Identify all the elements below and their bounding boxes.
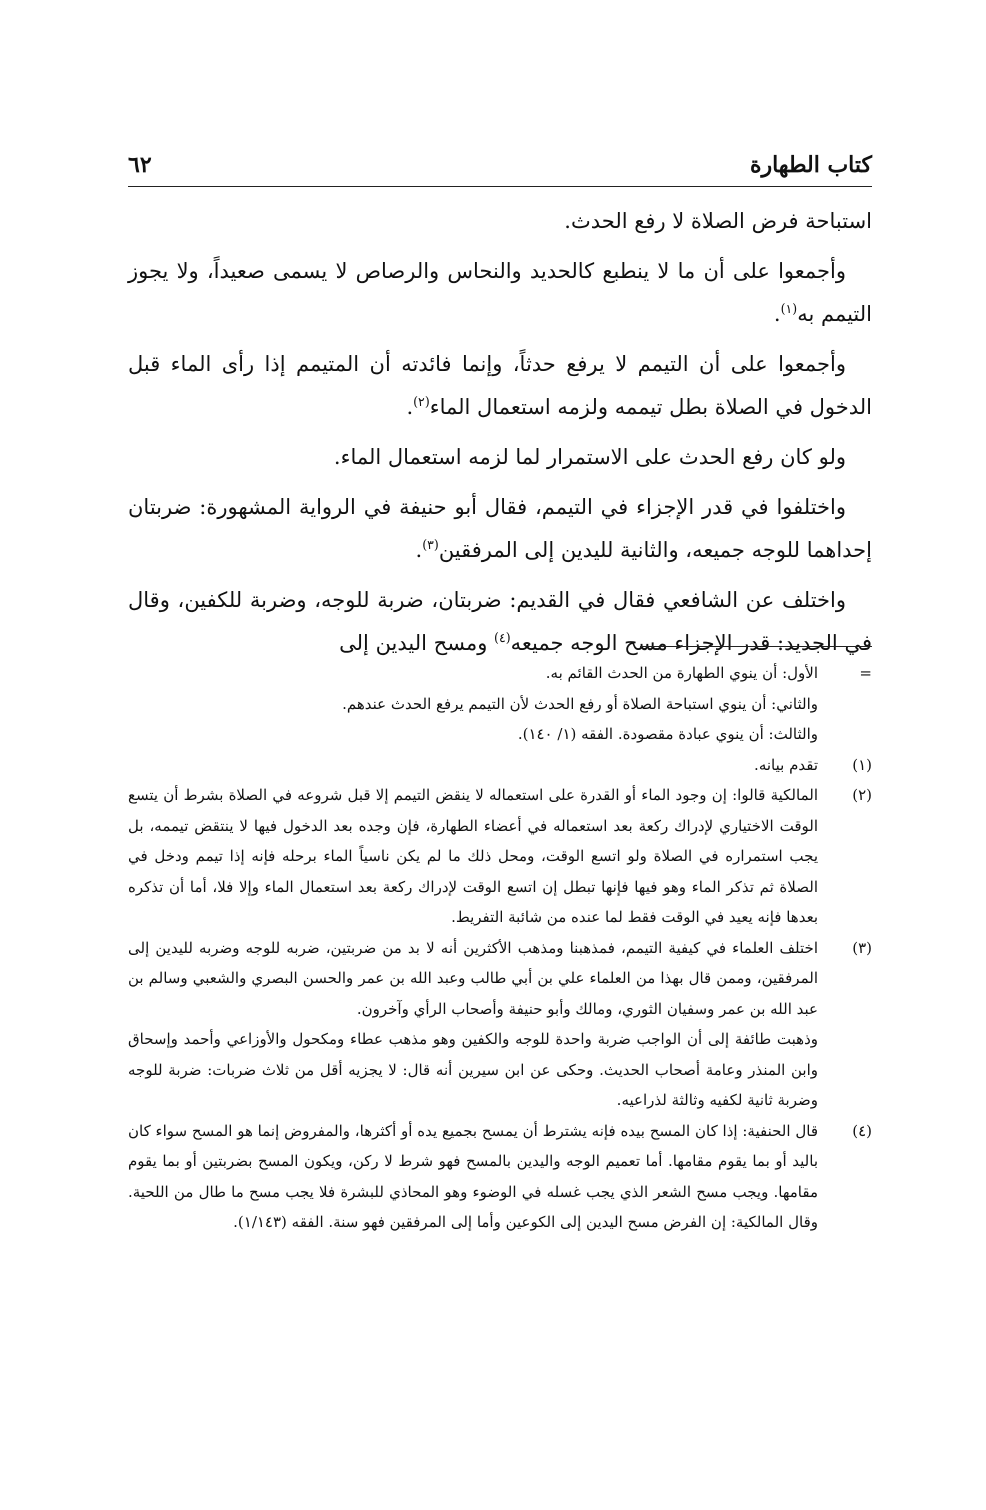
paragraph: استباحة فرض الصلاة لا رفع الحدث. bbox=[564, 209, 872, 233]
footnote-line: والثالث: أن ينوي عبادة مقصودة. الفقه (١/ ١٤٠). bbox=[517, 725, 818, 743]
page-number: ٦٢ bbox=[128, 152, 152, 178]
continuation-mark: = bbox=[859, 664, 872, 682]
footnote-ref: (٣) bbox=[422, 537, 439, 552]
footnote-text: وذهبت طائفة إلى أن الواجب ضربة واحدة للوجه والكفين وهو مذهب عطاء ومكحول والأوزاعي وأحمد وإسحاق وابن المنذر وعامة أصحاب الحديث. وحكى عن ابن سيرين أنه قال: لا يجزيه أقل من ثلاث ضربات: ضربة للوجه وضربة ثانية لكفيه وثالثة لذراعيه. bbox=[128, 1030, 818, 1109]
footnotes bbox=[128, 658, 872, 1238]
footnote-number: (١) bbox=[852, 755, 872, 774]
running-header bbox=[128, 150, 872, 187]
paragraph: وأجمعوا على أن ما لا ينطبع كالحديد والنحاس والرصاص لا يسمى صعيداً، ولا يجوز التيمم به$^{(١)}$. bbox=[128, 259, 872, 326]
footnote-ref: (٤) bbox=[494, 630, 511, 645]
paragraph: واختلف عن الشافعي فقال في القديم: ضربتان، ضربة للوجه، وضربة للكفين، وقال في الجديد: قدر الإجزاء مسح الوجه جميعه$^{(٤)}$ ومسح اليدين إلى bbox=[128, 588, 872, 655]
main-text bbox=[128, 200, 872, 672]
footnote-ref: (٢) bbox=[413, 394, 430, 409]
footnote-text: المالكية قالوا: إن وجود الماء أو القدرة على استعماله لا ينقض التيمم إلا قبل شروعه في الصلاة بشرط أن يتسع الوقت الاختياري لإدراك ركعة بعد استعماله في أعضاء الطهارة، فإن وجده بعد الدخول فيها لا ينتقض تيممه، بل يجب استمراره في الصلاة ولو اتسع الوقت، ومحل ذلك ما لم يكن ناسياً الماء برحله فإنه إذا تيمم ودخل في الصلاة ثم تذكر الماء وهو فيها فإنها تبطل إن اتسع الوقت لإدراك ركعة بعد استعمال الماء وإلا فلا، أما أن تذكره بعدها فإنه يعيد في الوقت فقط لما عنده من شائبة التفريط. bbox=[128, 786, 818, 926]
footnote-line: والثاني: أن ينوي استباحة الصلاة أو رفع الحدث لأن التيمم يرفع الحدث عندهم. bbox=[342, 694, 818, 713]
footnote-number: (٢) bbox=[852, 786, 872, 804]
footnote-2 bbox=[128, 780, 872, 933]
footnote-text: تقدم بيانه. bbox=[754, 755, 818, 774]
footnote-ref: (١) bbox=[780, 301, 798, 316]
paragraph: وأجمعوا على أن التيمم لا يرفع حدثاً، وإنما فائدته أن المتيمم إذا رأى الماء قبل الدخول في الصلاة بطل تيممه ولزمه استعمال الماء$^{(٢)}$. bbox=[128, 352, 872, 419]
footnote-text: اختلف العلماء في كيفية التيمم، فمذهبنا ومذهب الأكثرين أنه لا بد من ضربتين، ضربه للوجه وضربه لليدين إلى المرفقين، وممن قال بهذا من العلماء علي بن أبي طالب وعبد الله بن عمر والحسن البصري والشعبي وسالم بن عبد الله بن عمر وسفيان الثوري، ومالك وأبو حنيفة وأصحاب الرأي وآخرون. bbox=[128, 938, 818, 1018]
footnote-number: (٣) bbox=[852, 938, 872, 957]
footnote-continued bbox=[128, 658, 872, 750]
paragraph: واختلفوا في قدر الإجزاء في التيمم، فقال أبو حنيفة في الرواية المشهورة: ضربتان إحداهما للوجه جميعه، والثانية لليدين إلى المرفقين$^{(٣)}$. bbox=[128, 495, 872, 562]
paragraph: ولو كان رفع الحدث على الاستمرار لما لزمه استعمال الماء. bbox=[333, 445, 846, 469]
footnote-1 bbox=[128, 750, 872, 781]
footnote-text: قال الحنفية: إذا كان المسح بيده فإنه يشترط أن يمسح بجميع يده أو أكثرها، والمفروض إنما هو المسح سواء كان باليد أو بما يقوم مقامها. أما تعميم الوجه واليدين بالمسح فهو شرط لا ركن، ويكون المسح بضربتين أو بما يقوم مقامها. ويجب مسح الشعر الذي يجب غسله في الوضوء وهو المحاذي للبشرة فلا يجب مسح ما طال من اللحية. وقال المالكية: إن الفرض مسح اليدين إلى الكوعين وأما إلى المرفقين فهو سنة. الفقه (١/١٤٣). bbox=[128, 1121, 818, 1231]
footnote-3 bbox=[128, 933, 872, 1116]
footnote-4 bbox=[128, 1116, 872, 1238]
chapter-title: كتاب الطهارة bbox=[749, 152, 872, 178]
footnote-line: الأول: أن ينوي الطهارة من الحدث القائم به. bbox=[545, 664, 818, 682]
footnote-separator bbox=[640, 646, 872, 647]
footnote-number: (٤) bbox=[852, 1121, 872, 1140]
